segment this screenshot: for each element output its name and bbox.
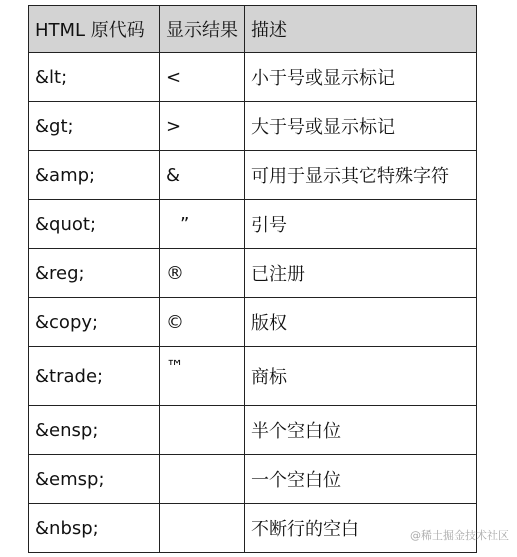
cell-result: ©: [160, 298, 245, 347]
cell-code: &reg;: [29, 249, 160, 298]
table-row: [29, 455, 477, 504]
cell-code: &lt;: [29, 53, 160, 102]
header-desc: 描述: [245, 6, 477, 53]
header-row: [29, 6, 477, 53]
cell-result: ®: [160, 249, 245, 298]
cell-code: &ensp;: [29, 406, 160, 455]
cell-result: [160, 455, 245, 504]
table-header: [29, 6, 477, 53]
header-result: 显示结果: [160, 6, 245, 53]
table-row: [29, 151, 477, 200]
cell-result: >: [160, 102, 245, 151]
entity-table: [28, 5, 477, 553]
cell-result: ™: [160, 347, 245, 406]
cell-result: [160, 504, 245, 553]
cell-code: &gt;: [29, 102, 160, 151]
cell-code: &trade;: [29, 347, 160, 406]
table-row: [29, 249, 477, 298]
cell-result: &: [160, 151, 245, 200]
cell-code: &emsp;: [29, 455, 160, 504]
cell-desc: 大于号或显示标记: [245, 102, 477, 151]
cell-desc: 不断行的空白: [245, 504, 477, 553]
cell-desc: 可用于显示其它特殊字符: [245, 151, 477, 200]
table-row: [29, 347, 477, 406]
table-body: [29, 53, 477, 553]
cell-code: &nbsp;: [29, 504, 160, 553]
cell-desc: 半个空白位: [245, 406, 477, 455]
cell-desc: 一个空白位: [245, 455, 477, 504]
cell-desc: 小于号或显示标记: [245, 53, 477, 102]
table-row: [29, 102, 477, 151]
table-row: [29, 200, 477, 249]
watermark: @稀土掘金技术社区: [410, 529, 509, 542]
cell-result: [160, 406, 245, 455]
cell-desc: 引号: [245, 200, 477, 249]
cell-code: &amp;: [29, 151, 160, 200]
cell-desc: 版权: [245, 298, 477, 347]
cell-result: [160, 200, 245, 249]
cell-desc: 商标: [245, 347, 477, 406]
cell-code: &copy;: [29, 298, 160, 347]
cell-code: &quot;: [29, 200, 160, 249]
table-row: [29, 298, 477, 347]
table-row: [29, 53, 477, 102]
cell-result: <: [160, 53, 245, 102]
cell-desc: 已注册: [245, 249, 477, 298]
quote-symbol: ”: [180, 213, 190, 235]
header-code: HTML 原代码: [29, 6, 160, 53]
table-row: [29, 406, 477, 455]
